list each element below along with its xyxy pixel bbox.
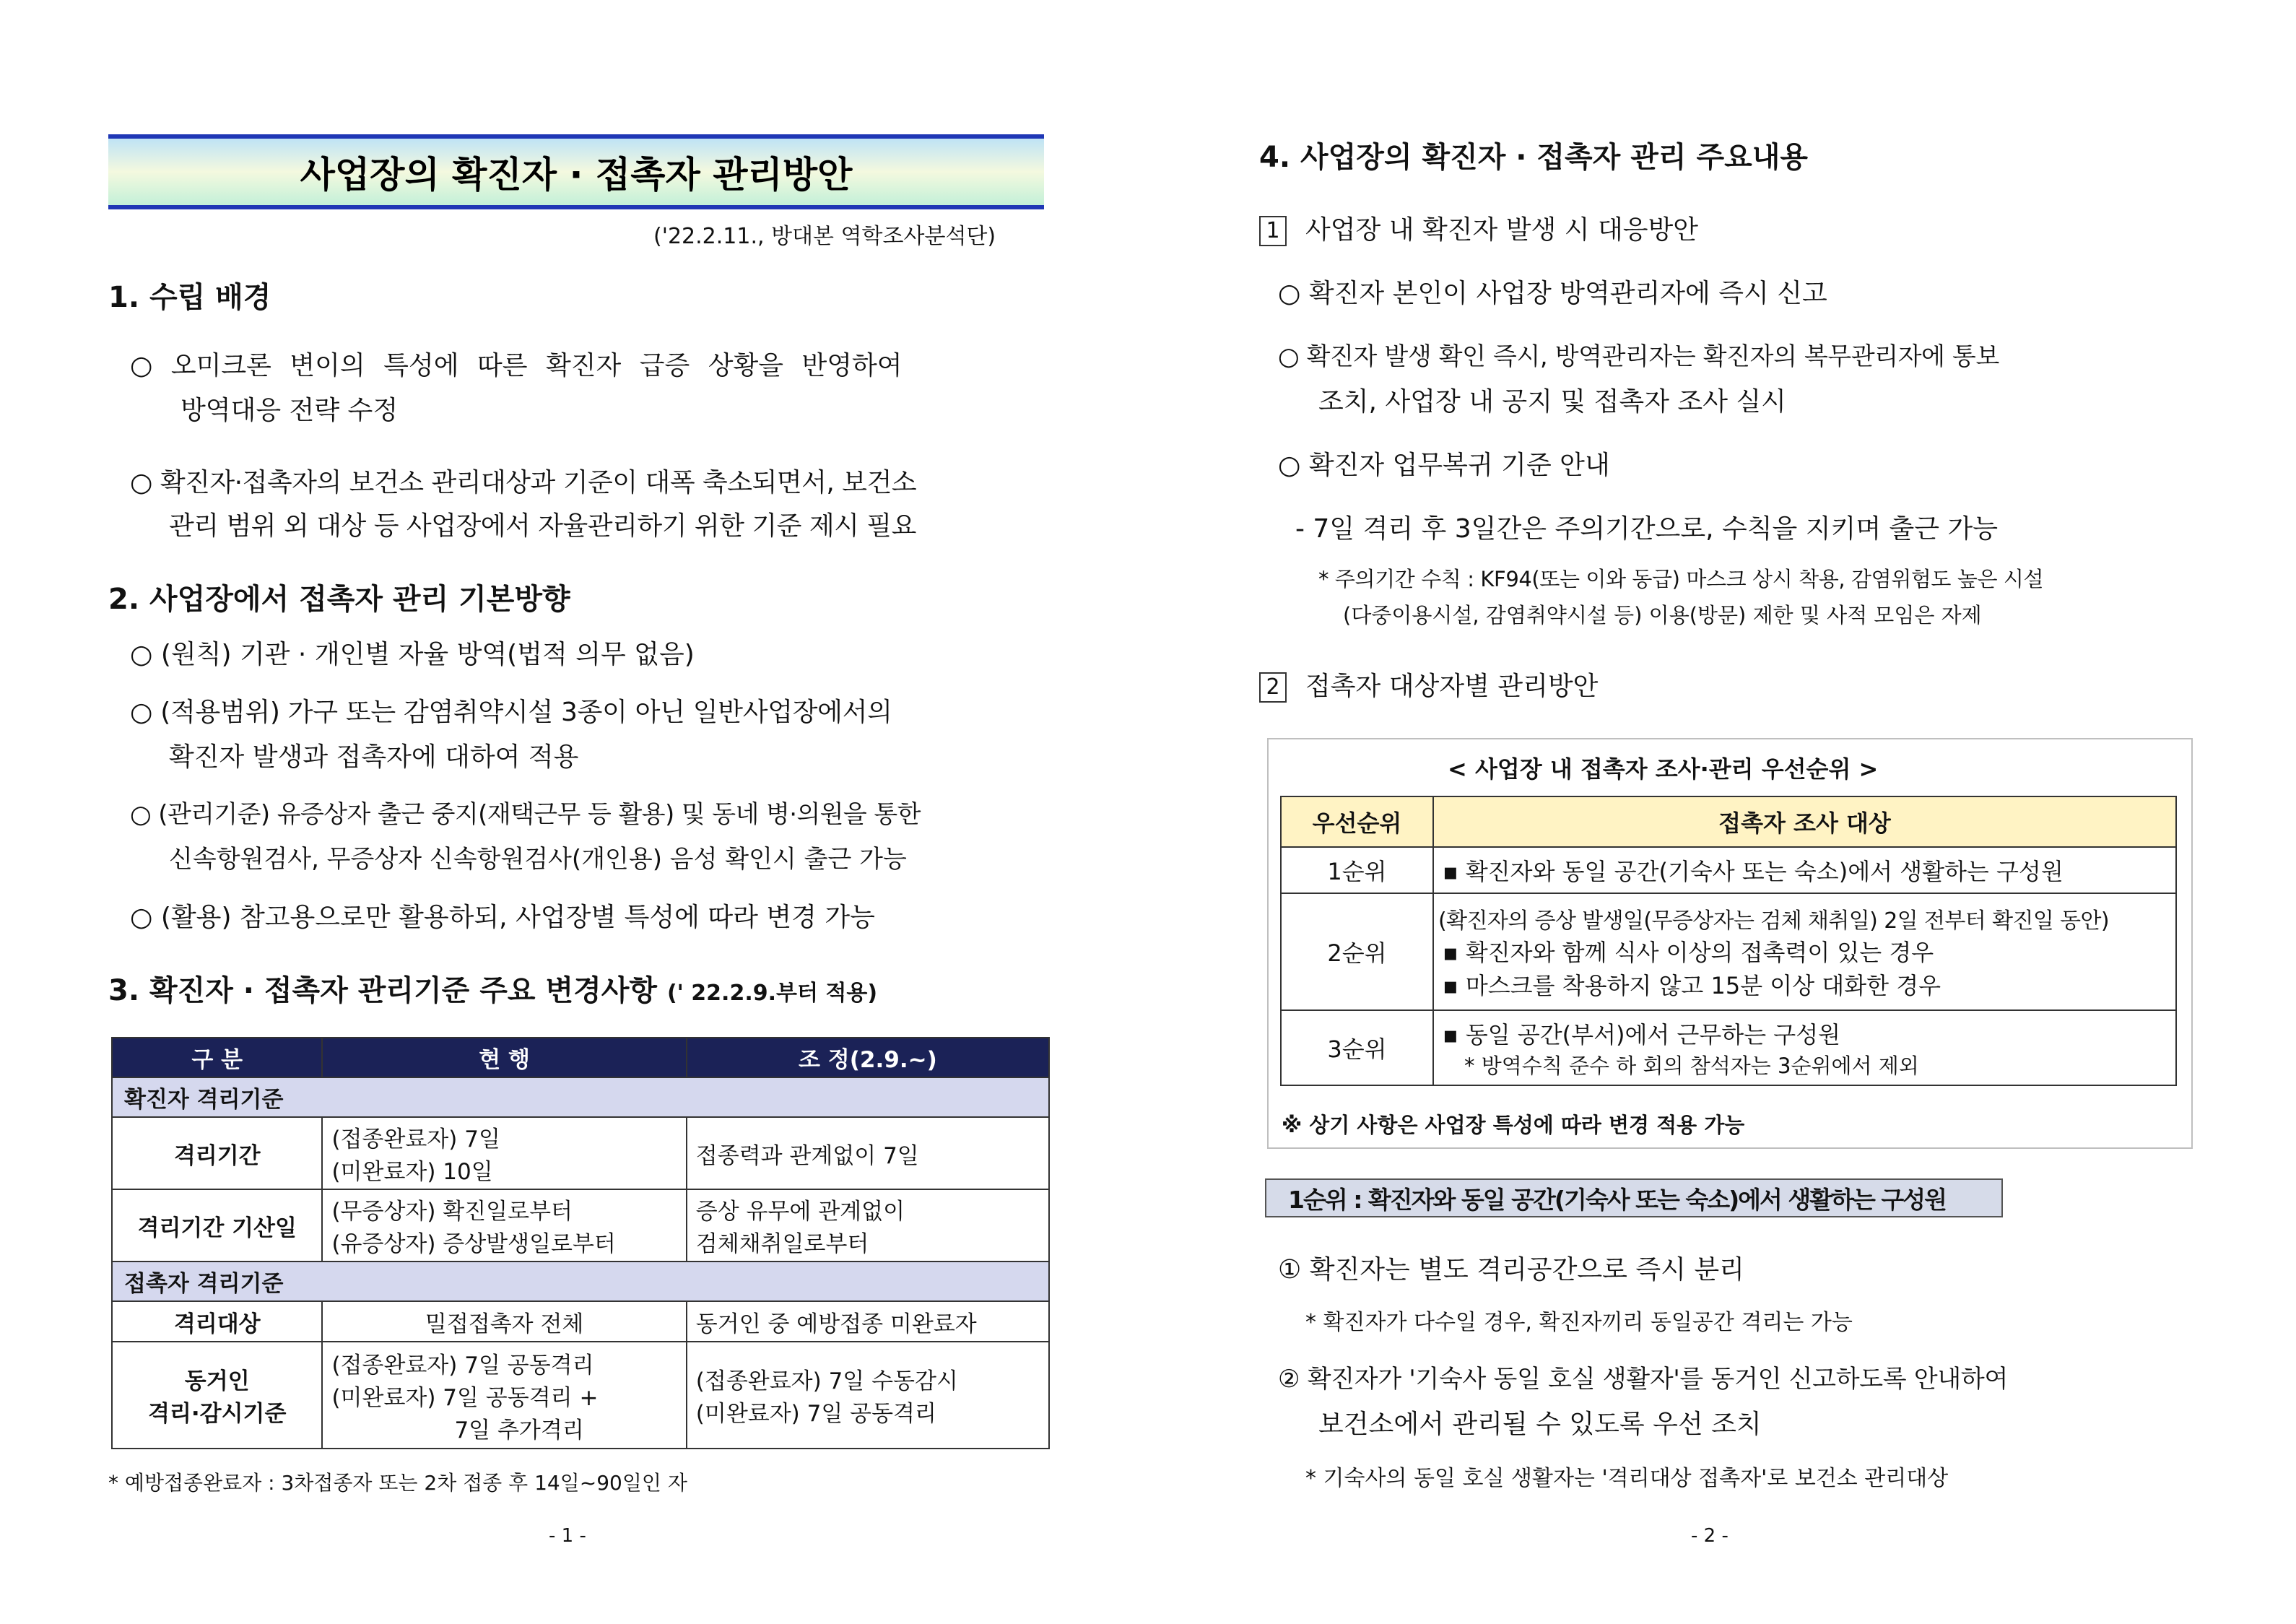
table-header-adjusted: 조 정(2.9.~) bbox=[687, 1038, 1049, 1077]
subsection-number-box: 1 bbox=[1259, 216, 1287, 246]
priority-target-3 bbox=[1433, 1010, 2176, 1085]
priority-rank-1: 1순위 bbox=[1281, 847, 1433, 893]
current-line: (접종완료자) 7일 공동격리 bbox=[331, 1352, 594, 1378]
current-line: (무증상자) 확진일로부터 bbox=[331, 1199, 573, 1225]
priority-target-line: ▪ 마스크를 착용하지 않고 15분 이상 대화한 경우 bbox=[1443, 972, 1941, 999]
row-isolation-period-current bbox=[322, 1117, 686, 1189]
section-1-item-1-line-1: ○ 오미크론 변이의 특성에 따른 확진자 급증 상황을 반영하여 bbox=[130, 351, 903, 381]
section-2-item-2-line-2: 확진자 발생과 접촉자에 대하여 적용 bbox=[169, 742, 579, 772]
page-number: - 2 - bbox=[1691, 1525, 1728, 1547]
page-number: - 1 - bbox=[549, 1525, 586, 1547]
subsection-number-box: 2 bbox=[1259, 672, 1287, 703]
row-isolation-period-label: 격리기간 bbox=[112, 1117, 322, 1189]
section-2-item-1: ○ (원칙) 기관 · 개인별 자율 방역(법적 의무 없음) bbox=[130, 640, 695, 669]
document-title: 사업장의 확진자 · 접촉자 관리방안 bbox=[108, 134, 1044, 209]
section-1-item-1-line-2: 방역대응 전략 수정 bbox=[181, 396, 399, 425]
priority-1-item-1: ① 확진자는 별도 격리공간으로 즉시 분리 bbox=[1278, 1255, 1744, 1285]
row-cohabitant-current bbox=[322, 1342, 686, 1449]
priority-target-line: * 방역수칙 준수 하 회의 참석자는 3순위에서 제외 bbox=[1464, 1053, 1919, 1078]
label-line: 격리·감시기준 bbox=[148, 1401, 287, 1427]
page-2 bbox=[1148, 0, 2296, 1624]
priority-target-1: ▪ 확진자와 동일 공간(기숙사 또는 숙소)에서 생활하는 구성원 bbox=[1433, 847, 2176, 893]
priority-1-item-2-note: * 기숙사의 동일 호실 생활자는 '격리대상 접촉자'로 보건소 관리대상 bbox=[1305, 1466, 1949, 1491]
sub1-item-2-line-1: ○ 확진자 발생 확인 즉시, 방역관리자는 확진자의 복무관리자에 통보 bbox=[1278, 342, 1999, 371]
current-line: 7일 추가격리 bbox=[454, 1417, 584, 1443]
current-line: (접종완료자) 7일 bbox=[331, 1126, 500, 1152]
subsection-1-heading bbox=[1259, 209, 1698, 246]
priority-1-item-1-note: * 확진자가 다수일 경우, 확진자끼리 동일공간 격리는 가능 bbox=[1305, 1310, 1853, 1335]
section-1-item-2-line-1: ○ 확진자·접촉자의 보건소 관리대상과 기준이 대폭 축소되면서, 보건소 bbox=[130, 468, 917, 498]
isolation-criteria-table bbox=[111, 1037, 1050, 1449]
row-cohabitant-adjusted bbox=[687, 1342, 1049, 1449]
sub1-note-line-1: * 주의기간 수칙 : KF94(또는 이와 동급) 마스크 상시 착용, 감염위험도 높은 시설 bbox=[1318, 567, 2044, 591]
section-4-heading: 4. 사업장의 확진자 · 접촉자 관리 주요내용 bbox=[1259, 141, 1809, 174]
row-start-date-adjusted bbox=[687, 1189, 1049, 1262]
label-line: 동거인 bbox=[184, 1368, 250, 1394]
priority-target-2 bbox=[1433, 893, 2176, 1010]
footnote: * 예방접종완료자 : 3차접종자 또는 2차 접종 후 14일~90일인 자 bbox=[108, 1471, 687, 1495]
sub1-note-line-2: (다중이용시설, 감염취약시설 등) 이용(방문) 제한 및 사적 모임은 자제 bbox=[1343, 603, 1982, 628]
priority-note: ※ 상기 사항은 사업장 특성에 따라 변경 적용 가능 bbox=[1282, 1113, 1745, 1137]
sub1-item-2-line-2: 조치, 사업장 내 공지 및 접촉자 조사 실시 bbox=[1318, 387, 1786, 417]
priority-caption: < 사업장 내 접촉자 조사·관리 우선순위 > bbox=[1448, 755, 1879, 783]
priority-1-item-2-line-1: ② 확진자가 '기숙사 동일 호실 생활자'를 동거인 신고하도록 안내하여 bbox=[1278, 1365, 2009, 1394]
adjusted-line: 증상 유무에 관계없이 bbox=[695, 1199, 905, 1225]
row-isolation-target-adjusted: 동거인 중 예방접종 미완료자 bbox=[687, 1301, 1049, 1342]
adjusted-line: (접종완료자) 7일 수동감시 bbox=[695, 1368, 958, 1394]
priority-header-target: 접촉자 조사 대상 bbox=[1433, 796, 2176, 847]
date-line: ('22.2.11., 방대본 역학조사분석단) bbox=[653, 224, 996, 249]
section-3-title: 3. 확진자 · 접촉자 관리기준 주요 변경사항 bbox=[108, 974, 658, 1007]
current-line: (유증상자) 증상발생일로부터 bbox=[331, 1231, 616, 1257]
section-2-item-3-line-2: 신속항원검사, 무증상자 신속항원검사(개인용) 음성 확인시 출근 가능 bbox=[169, 845, 907, 874]
adjusted-line: (미완료자) 7일 공동격리 bbox=[695, 1401, 936, 1427]
section-1-item-2-line-2: 관리 범위 외 대상 등 사업장에서 자율관리하기 위한 기준 제시 필요 bbox=[169, 511, 916, 541]
priority-target-line: ▪ 동일 공간(부서)에서 근무하는 구성원 bbox=[1443, 1020, 1841, 1048]
current-line: (미완료자) 10일 bbox=[331, 1159, 493, 1185]
subsection-2-title: 접촉자 대상자별 관리방안 bbox=[1305, 672, 1599, 701]
sub1-item-3: ○ 확진자 업무복귀 기준 안내 bbox=[1278, 451, 1610, 480]
section-2-item-2-line-1: ○ (적용범위) 가구 또는 감염취약시설 3종이 아닌 일반사업장에서의 bbox=[130, 698, 892, 727]
row-start-date-current bbox=[322, 1189, 686, 1262]
priority-target-line: (확진자의 증상 발생일(무증상자는 검체 채취일) 2일 전부터 확진일 동안) bbox=[1438, 908, 2110, 934]
table-header-category: 구 분 bbox=[112, 1038, 322, 1077]
row-cohabitant-label bbox=[112, 1342, 322, 1449]
row-start-date-label: 격리기간 기산일 bbox=[112, 1189, 322, 1262]
section-2-item-3-line-1: ○ (관리기준) 유증상자 출근 중지(재택근무 등 활용) 및 동네 병·의원을 통한 bbox=[130, 800, 921, 829]
sub1-item-1: ○ 확진자 본인이 사업장 방역관리자에 즉시 신고 bbox=[1278, 279, 1827, 308]
priority-1-highlight: 1순위 : 확진자와 동일 공간(기숙사 또는 숙소)에서 생활하는 구성원 bbox=[1265, 1178, 2003, 1217]
section-2-heading: 2. 사업장에서 접촉자 관리 기본방향 bbox=[108, 583, 570, 616]
table-section-confirmed: 확진자 격리기준 bbox=[112, 1077, 1049, 1117]
priority-target-line: ▪ 확진자와 함께 식사 이상의 접촉력이 있는 경우 bbox=[1443, 939, 1934, 966]
section-3-date-note: (' 22.2.9.부터 적용) bbox=[666, 981, 878, 1006]
sub1-dash-item: - 7일 격리 후 3일간은 주의기간으로, 수칙을 지키며 출근 가능 bbox=[1295, 514, 1999, 544]
priority-header-rank: 우선순위 bbox=[1281, 796, 1433, 847]
priority-rank-3: 3순위 bbox=[1281, 1010, 1433, 1085]
table-section-contact: 접촉자 격리기준 bbox=[112, 1262, 1049, 1301]
current-line: (미완료자) 7일 공동격리 + bbox=[331, 1384, 599, 1411]
priority-1-item-2-line-2: 보건소에서 관리될 수 있도록 우선 조치 bbox=[1318, 1410, 1762, 1439]
subsection-2-heading bbox=[1259, 666, 1598, 703]
adjusted-line: 검체채취일로부터 bbox=[695, 1231, 869, 1257]
subsection-1-title: 사업장 내 확진자 발생 시 대응방안 bbox=[1305, 215, 1699, 245]
priority-rank-2: 2순위 bbox=[1281, 893, 1433, 1010]
priority-table bbox=[1280, 796, 2177, 1086]
section-1-heading: 1. 수립 배경 bbox=[108, 281, 271, 314]
row-isolation-target-label: 격리대상 bbox=[112, 1301, 322, 1342]
row-isolation-target-current: 밀접접촉자 전체 bbox=[322, 1301, 686, 1342]
table-header-current: 현 행 bbox=[322, 1038, 686, 1077]
section-2-item-4: ○ (활용) 참고용으로만 활용하되, 사업장별 특성에 따라 변경 가능 bbox=[130, 903, 875, 932]
row-isolation-period-adjusted: 접종력과 관계없이 7일 bbox=[687, 1117, 1049, 1189]
section-3-heading bbox=[108, 968, 877, 1009]
